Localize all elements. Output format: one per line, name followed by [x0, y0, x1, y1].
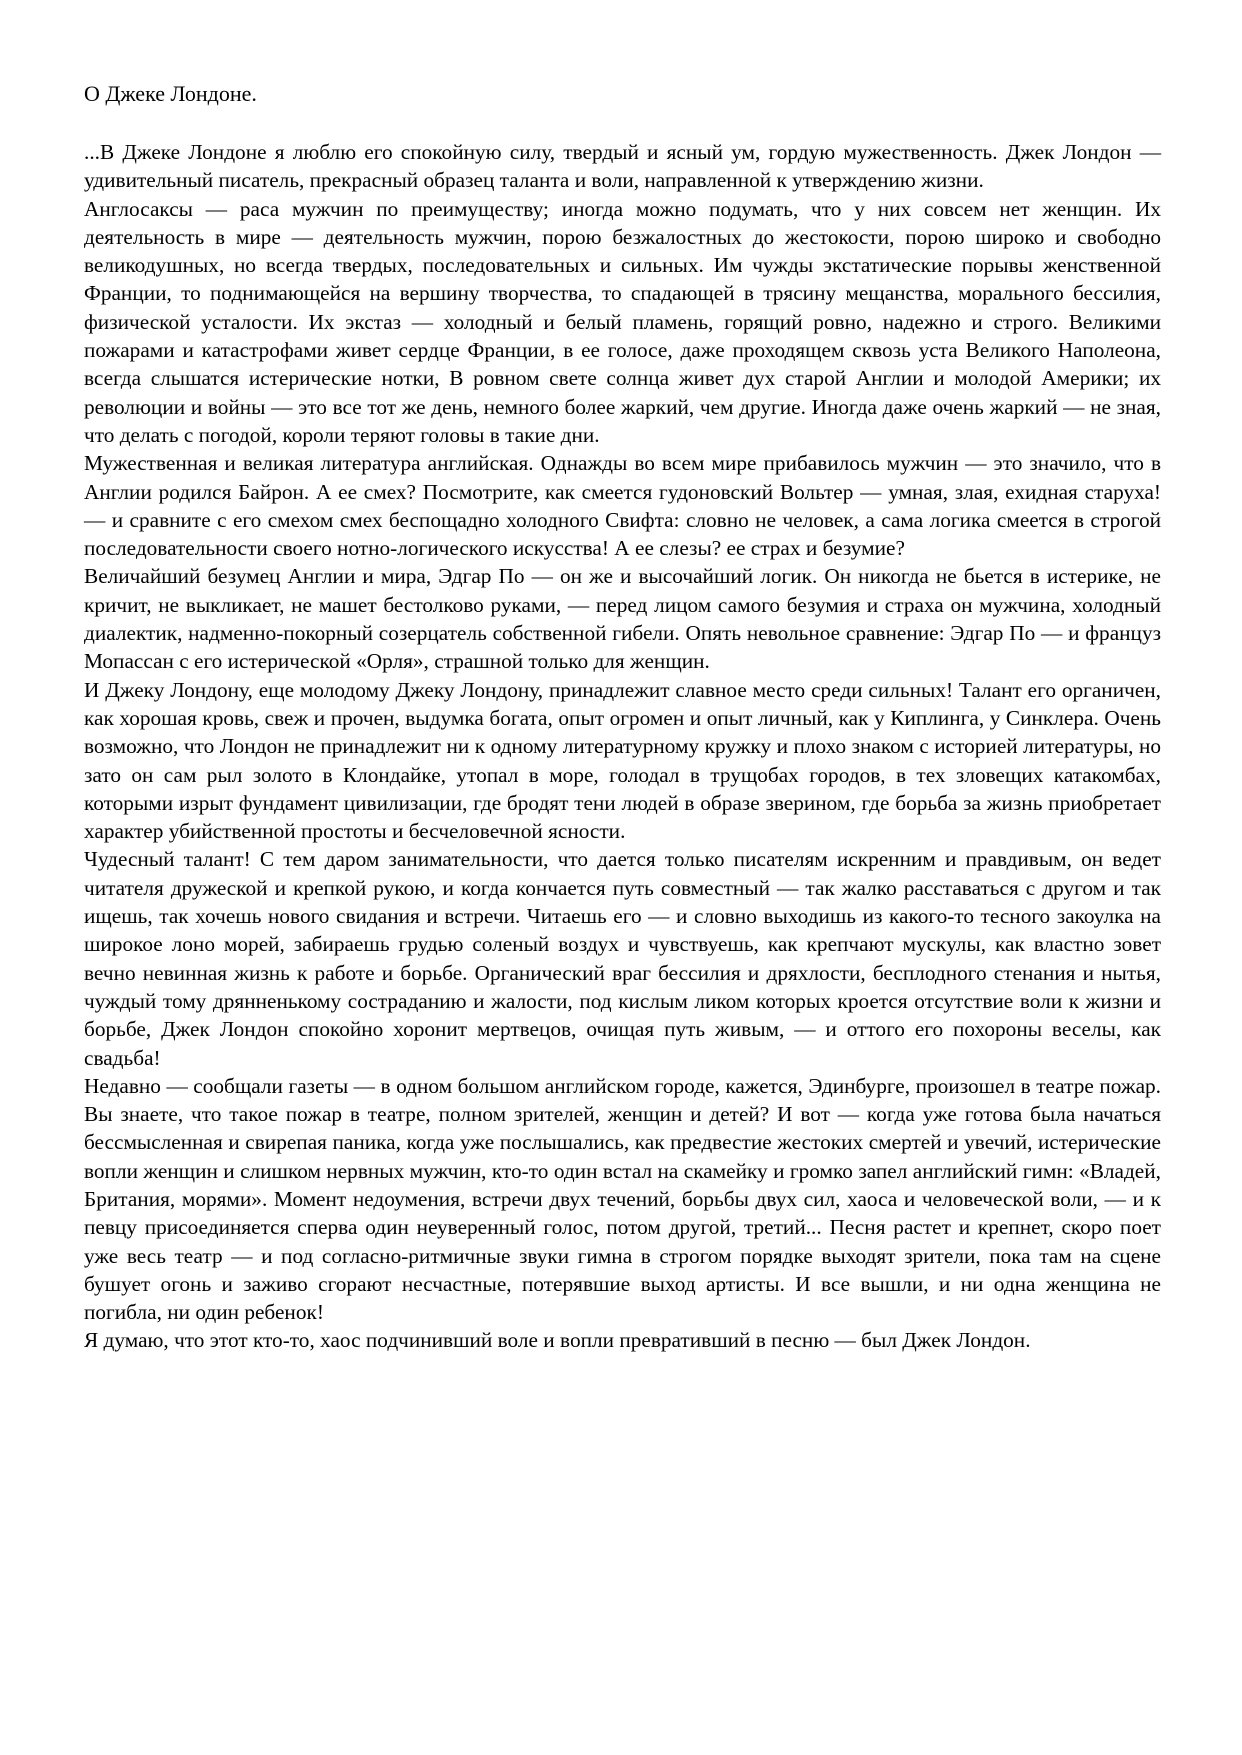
paragraph: Мужественная и великая литература английская. Однажды во всем мире прибавилось мужчин — это значило, что в Англии родился Байрон. А ее смех? Посмотрите, как смеется гудоновский Вольтер — умная, злая, ехидная старуха! — и сравните с его смехом смех беспощадно холодного Свифта: словно не человек, а сама логика смеется в строгой последовательности своего нотно-логического искусства! А ее слезы? ее страх и безумие?: [84, 451, 1161, 561]
paragraph: Я думаю, что этот кто-то, хаос подчинивший воле и вопли превративший в песню — был Джек Лондон.: [84, 1328, 1031, 1353]
paragraph: Англосаксы — раса мужчин по преимуществу; иногда можно подумать, что у них совсем нет женщин. Их деятельность в мире — деятельность мужчин, порою безжалостных до жестокости, порою широко и свободно великодушных, но всегда твердых, последовательных и сильных. Им чужды экстатические порывы женственной Франции, то поднимающейся на вершину творчества, то спадающей в трясину мещанства, морального бессилия, физической усталости. Их экстаз — холодный и белый пламень, горящий ровно, надежно и строго. Великими пожарами и катастрофами живет сердце Франции, в ее голосе, даже проходящем сквозь уста Великого Наполеона, всегда слышатся истерические нотки, В ровном свете солнца живет дух старой Англии и молодой Америки; их революции и войны — это все тот же день, немного более жаркий, чем другие. Иногда даже очень жаркий — не зная, что делать с погодой, короли теряют головы в такие дни.: [84, 196, 1161, 447]
paragraph: Величайший безумец Англии и мира, Эдгар По — он же и высочайший логик. Он никогда не бьется в истерике, не кричит, не выкликает, не машет бестолково руками, — перед лицом самого безумия и страха он мужчина, холодный диалектик, надменно-покорный созерцатель собственной гибели. Опять невольное сравнение: Эдгар По — и француз Мопассан с его истерической «Орля», страшной только для женщин.: [84, 564, 1161, 674]
paragraph: Чудесный талант! С тем даром занимательности, что дается только писателям искренним и правдивым, он ведет читателя дружеской и крепкой рукою, и когда кончается путь совместный — так жалко расставаться с другом и так ищешь, так хочешь нового свидания и встречи. Читаешь его — и словно выходишь из какого-то тесного закоулка на широкое лоно морей, забираешь грудью соленый воздух и чувствуешь, как крепчают мускулы, как властно зовет вечно невинная жизнь к работе и борьбе. Органический враг бессилия и дряхлости, бесплодного стенания и нытья, чуждый тому дрянненькому состраданию и жалости, под кислым ликом которых кроется отсутствие воли к жизни и борьбе, Джек Лондон спокойно хоронит мертвецов, очищая путь живым, — и оттого его похороны веселы, как свадьба!: [84, 847, 1161, 1070]
document-body: [84, 138, 1161, 1355]
paragraph: ...В Джеке Лондоне я люблю его спокойную силу, твердый и ясный ум, гордую мужественность. Джек Лондон — удивительный писатель, прекрасный образец таланта и воли, направленной к утверждению жизни.: [84, 140, 1161, 193]
document-title: О Джеке Лондоне.: [84, 81, 257, 106]
paragraph: И Джеку Лондону, еще молодому Джеку Лондону, принадлежит славное место среди сильных! Талант его органичен, как хорошая кровь, свеж и прочен, выдумка богата, опыт огромен и опыт личный, как у Киплинга, у Синклера. Очень возможно, что Лондон не принадлежит ни к одному литературному кружку и плохо знаком с историей литературы, но зато он сам рыл золото в Клондайке, утопал в море, голодал в трущобах городов, в тех зловещих катакомбах, которыми изрыт фундамент цивилизации, где бродят тени людей в образе зверином, где борьба за жизнь приобретает характер убийственной простоты и бесчеловечной ясности.: [84, 677, 1161, 844]
paragraph: Недавно — сообщали газеты — в одном большом английском городе, кажется, Эдинбурге, произошел в театре пожар. Вы знаете, что такое пожар в театре, полном зрителей, женщин и детей? И вот — когда уже готова была начаться бессмысленная и свирепая паника, когда уже послышались, как предвестие жестоких смертей и увечий, истерические вопли женщин и слишком нервных мужчин, кто-то один встал на скамейку и громко запел английский гимн: «Владей, Британия, морями». Момент недоумения, встречи двух течений, борьбы двух сил, хаоса и человеческой воли, — и к певцу присоединяется сперва один неуверенный голос, потом другой, третий... Песня растет и крепнет, скоро поет уже весь театр — и под согласно-ритмичные звуки гимна в строгом порядке выходят зрители, пока там на сцене бушует огонь и заживо сгорают несчастные, потерявшие выход артисты. И все вышли, и ни одна женщина не погибла, ни один ребенок!: [84, 1073, 1161, 1325]
